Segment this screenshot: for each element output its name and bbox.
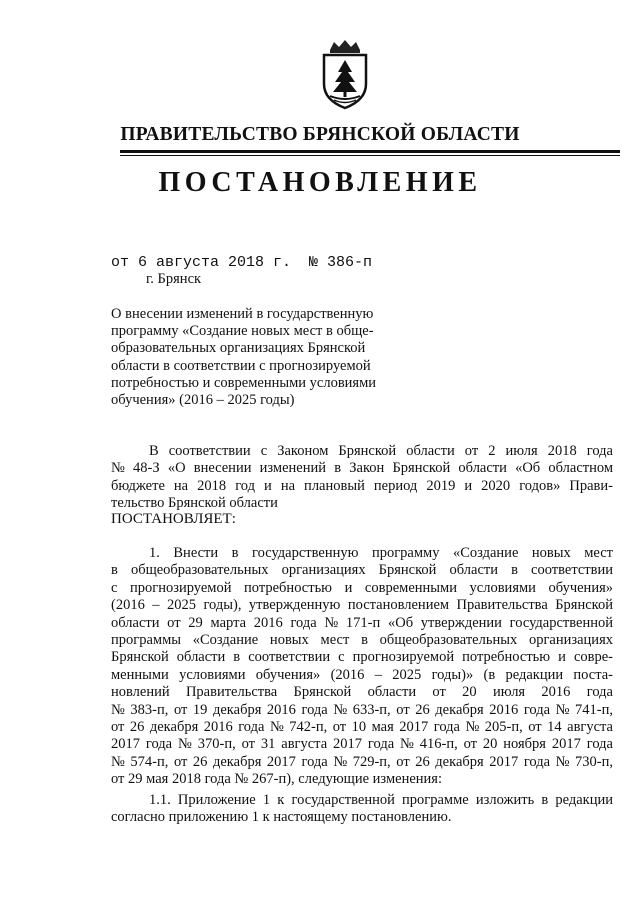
text-line: тельство Брянской области [111,495,278,512]
resolves-heading: ПОСТАНОВЛЯЕТ: [111,511,236,527]
text-line: бюджете на 2018 год и на плановый период 2019 и 2020 годов» Прави- [111,477,613,494]
text-line: с прогнозируемой потребностью и современными условиями обучения» [111,579,613,596]
text-line: Брянской области в соответствии с прогнозируемой потребностью и совре- [111,649,613,666]
text-line: № 48-З «О внесении изменений в Закон Брянской области «Об областном [111,460,613,477]
text-line: области от 29 марта 2016 года № 171-п «Об утверждении государственной [111,614,613,631]
text-line: новлений Правительства Брянской области от 20 июля 2016 года [111,684,613,701]
text-line: от 26 декабря 2016 года № 742-п, от 10 мая 2017 года № 205-п, от 14 августа [111,719,613,736]
text-line: 2017 года № 370-п, от 31 августа 2017 года № 416-п, от 20 ноября 2017 года [111,736,613,753]
text-line: менными условиями обучения» (2016 – 2025 годы)» (в редакции поста- [111,666,613,683]
item-1-1-paragraph [111,792,613,827]
document-date: от 6 августа 2018 г. [111,254,292,271]
government-name: ПРАВИТЕЛЬСТВО БРЯНСКОЙ ОБЛАСТИ [120,124,520,145]
document-city: г. Брянск [146,271,202,287]
document-type: ПОСТАНОВЛЕНИЕ [158,167,482,198]
text-line: (2016 – 2025 годы), утвержденную постановлением Правительства Брянской [111,597,613,614]
text-line: В соответствии с Законом Брянской области от 2 июля 2018 года [149,443,613,459]
preamble-paragraph [111,443,613,513]
text-line: № 383-п, от 19 декабря 2016 года № 633-п, от 26 декабря 2016 года № 741-п, [111,701,613,718]
subject-line: потребностью и современными условиями [111,374,377,391]
text-line: № 574-п, от 26 декабря 2017 года № 729-п, от 26 декабря 2017 года № 730-п, [111,753,613,770]
document-number: № 386-п [309,254,373,271]
subject-line: программу «Создание новых мест в обще- [111,323,374,340]
header-divider-thin [120,155,620,156]
text-line: согласно приложению 1 к настоящему постановлению. [111,809,452,826]
coat-of-arms-icon [314,38,376,110]
subject-line: О внесении изменений в государственную [111,306,374,322]
text-line: 1.1. Приложение 1 к государственной программе изложить в редакции [149,792,613,808]
text-line: программы «Создание новых мест в общеобразовательных организациях [111,632,613,649]
item-1-paragraph [111,545,613,789]
subject-line: области в соответствии с прогнозируемой [111,357,371,374]
subject-line: обучения» (2016 – 2025 годы) [111,392,295,409]
date-line [111,254,372,271]
text-line: в общеобразовательных организациях Брянской области в соответствии [111,562,613,579]
text-line: 1. Внести в государственную программу «Создание новых мест [149,545,613,561]
subject-line: образовательных организациях Брянской [111,340,366,357]
text-line: от 29 мая 2018 года № 267-п), следующие изменения: [111,771,442,788]
document-subject [111,306,401,409]
header-divider [120,150,620,153]
